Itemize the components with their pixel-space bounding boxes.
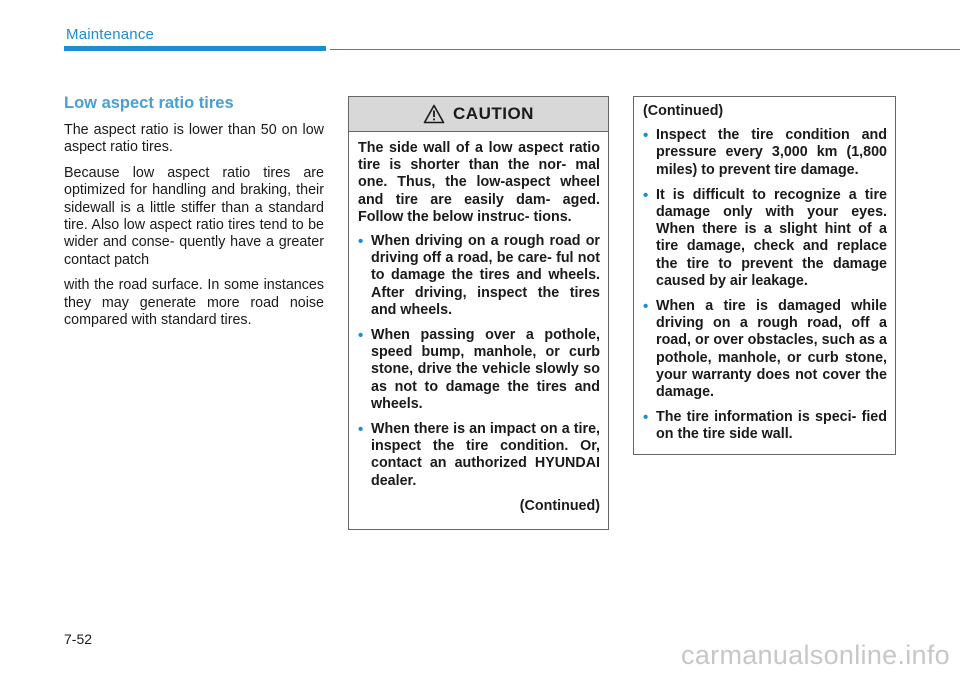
continued-box bbox=[633, 96, 896, 455]
bullet-dot-icon: • bbox=[643, 127, 649, 145]
header-rule-thick bbox=[64, 46, 326, 51]
bullet-dot-icon: • bbox=[643, 409, 649, 427]
list-item-text: When there is an impact on a tire, inspect the tire condition. Or, contact an authorized HYUNDAI dealer. bbox=[371, 421, 600, 489]
bullet-dot-icon: • bbox=[643, 298, 649, 316]
caution-intro: The side wall of a low aspect ratio tire is shorter than the nor- mal one. Thus, the low-aspect wheel and tire are easily dam- aged. Follow the below instruc- tions. bbox=[358, 140, 600, 225]
paragraph: The aspect ratio is lower than 50 on low aspect ratio tires. bbox=[64, 122, 324, 156]
list-item bbox=[358, 327, 600, 413]
section-header: Maintenance bbox=[66, 26, 155, 43]
left-column bbox=[64, 94, 324, 337]
list-item bbox=[643, 409, 887, 443]
continued-label: (Continued) bbox=[643, 103, 724, 119]
list-item bbox=[643, 298, 887, 401]
continued-body bbox=[634, 97, 895, 444]
bullet-dot-icon: • bbox=[358, 327, 364, 345]
caution-header bbox=[349, 97, 608, 132]
list-item bbox=[358, 421, 600, 490]
list-item-text: When a tire is damaged while driving on a rough road, off a road, or over obstacles, such as a pothole, manhole, or curb stone, your warranty does not cover the damage. bbox=[656, 298, 887, 401]
header-rule-thin bbox=[330, 49, 960, 50]
list-item-text: It is difficult to recognize a tire damage only with your eyes. When there is a slight hint of a tire damage, check and replace the tire to prevent the damage caused by air leakage. bbox=[656, 186, 887, 289]
list-item bbox=[358, 233, 600, 319]
list-item-text: Inspect the tire condition and pressure every 3,000 km (1,800 miles) to prevent tire damage. bbox=[656, 127, 887, 178]
bullet-dot-icon: • bbox=[358, 421, 364, 439]
list-item-text: When passing over a pothole, speed bump, manhole, or curb stone, drive the vehicle slowly so as not to damage the tires and wheels. bbox=[371, 327, 600, 412]
paragraph: with the road surface. In some instances they may generate more road noise compared with standard tires. bbox=[64, 277, 324, 329]
list-item-text: The tire information is speci- fied on the tire side wall. bbox=[656, 409, 887, 443]
bullet-dot-icon: • bbox=[358, 233, 364, 251]
caution-box bbox=[348, 96, 609, 530]
caution-body bbox=[349, 132, 608, 515]
paragraph: Because low aspect ratio tires are optimized for handling and braking, their sidewall is a little stiffer than a standard tire. Also low aspect ratio tires tend to be wider and conse- quently have a greater contact patch bbox=[64, 164, 324, 268]
continued-list bbox=[643, 127, 887, 443]
warning-triangle-icon bbox=[423, 104, 445, 124]
page-number: 7-52 bbox=[64, 631, 93, 647]
section-title: Low aspect ratio tires bbox=[64, 94, 234, 112]
continued-label: (Continued) bbox=[519, 497, 600, 514]
list-item bbox=[643, 187, 887, 290]
list-item-text: When driving on a rough road or driving off a road, be care- ful not to damage the tires and wheels. After driving, inspect the tires and wheels. bbox=[371, 233, 600, 318]
watermark: carmanualsonline.info bbox=[681, 640, 950, 670]
caution-title: CAUTION bbox=[453, 104, 534, 123]
list-item bbox=[643, 127, 887, 179]
caution-list bbox=[358, 233, 600, 490]
bullet-dot-icon: • bbox=[643, 186, 649, 204]
